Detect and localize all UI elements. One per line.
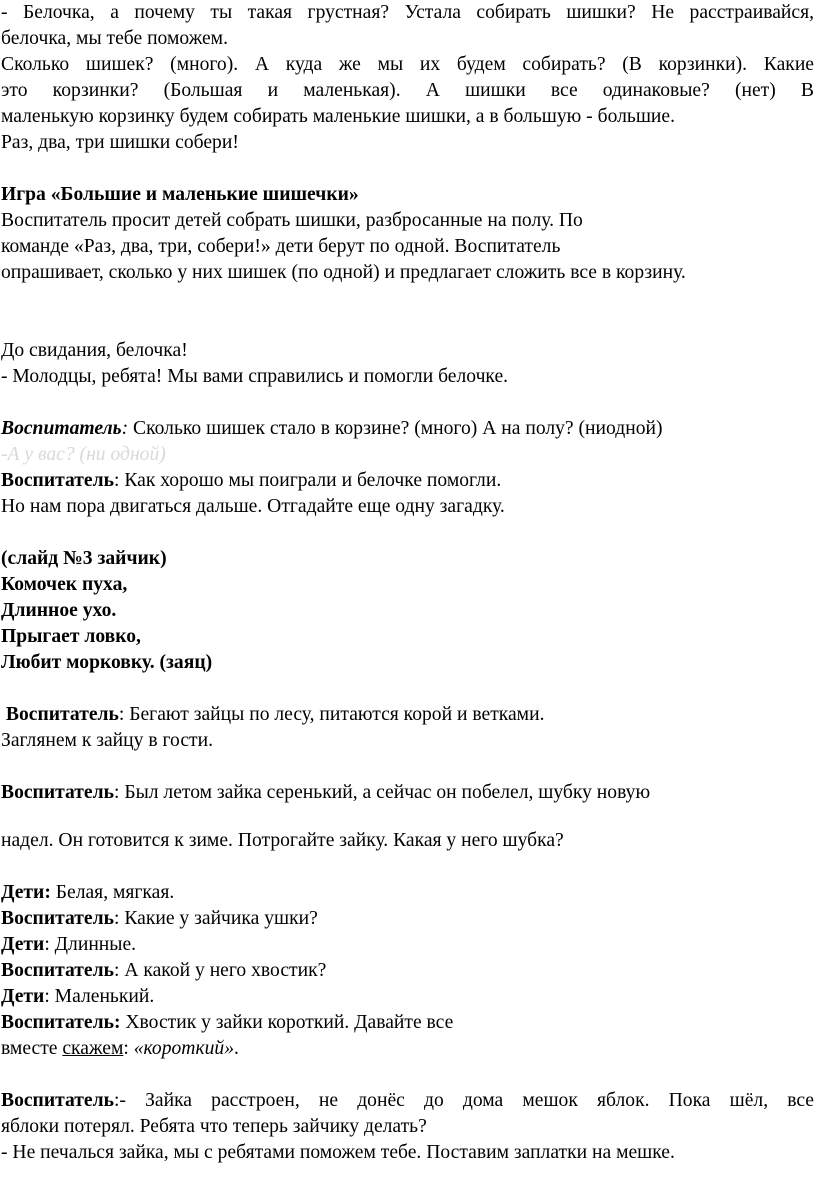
dialogue-line: Дети: Маленький. bbox=[1, 986, 155, 1007]
speaker-label: Воспитатель bbox=[1, 418, 122, 439]
riddle-line: Длинное ухо. bbox=[1, 600, 117, 621]
text-line: это корзинки? (Большая и маленькая). А шишки все одинаковые? (нет) В bbox=[1, 80, 814, 101]
dialogue-line: Воспитатель: А какой у него хвостик? bbox=[1, 960, 327, 981]
text-line: надел. Он готовится к зиме. Потрогайте зайку. Какая у него шубка? bbox=[1, 830, 564, 851]
dialogue-line: Воспитатель: Бегают зайцы по лесу, питаются корой и ветками. bbox=[1, 704, 545, 725]
text-line: - Не печалься зайка, мы с ребятами поможем тебе. Поставим заплатки на мешке. bbox=[1, 1142, 675, 1163]
riddle-line: Любит морковку. (заяц) bbox=[1, 652, 213, 673]
dialogue-line: Воспитатель: Как хорошо мы поиграли и белочке помогли. bbox=[1, 470, 502, 491]
dialogue-line: Воспитатель: Сколько шишек стало в корзине? (много) А на полу? (ниодной) bbox=[1, 418, 663, 439]
text-line: - Белочка, а почему ты такая грустная? Устала собирать шишки? Не расстраивайся, bbox=[1, 2, 814, 23]
riddle-line: (слайд №3 зайчик) bbox=[1, 548, 167, 569]
speaker-label: Дети: bbox=[1, 882, 51, 903]
speaker-label: Воспитатель bbox=[1, 470, 114, 491]
riddle-line: Комочек пуха, bbox=[1, 574, 128, 595]
game-title: Игра «Большие и маленькие шишечки» bbox=[1, 184, 359, 205]
dialogue-line: Воспитатель: Какие у зайчика ушки? bbox=[1, 908, 318, 929]
text-line: - Молодцы, ребята! Мы вами справились и помогли белочке. bbox=[1, 366, 509, 387]
text-line: До свидания, белочка! bbox=[1, 340, 188, 361]
speaker-label: Дети bbox=[1, 934, 45, 955]
text-line: опрашивает, сколько у них шишек (по одной) и предлагает сложить все в корзину. bbox=[1, 262, 686, 283]
speaker-label: Дети bbox=[1, 986, 45, 1007]
speaker-label: Воспитатель bbox=[1, 960, 114, 981]
speaker-label: Воспитатель bbox=[1, 704, 119, 725]
text-line: вместе скажем: «короткий». bbox=[1, 1038, 239, 1059]
text-line: Сколько шишек? (много). А куда же мы их будем собирать? (В корзинки). Какие bbox=[1, 54, 814, 75]
text-line: маленькую корзинку будем собирать маленькие шишки, а в большую - большие. bbox=[1, 106, 675, 127]
riddle-line: Прыгает ловко, bbox=[1, 626, 141, 647]
text-line: Заглянем к зайцу в гости. bbox=[1, 730, 213, 751]
dialogue-line: Дети: Длинные. bbox=[1, 934, 137, 955]
speaker-label: Воспитатель bbox=[1, 782, 114, 803]
text-line: Воспитатель просит детей собрать шишки, разбросанные на полу. По bbox=[1, 210, 583, 231]
text-line: яблоки потерял. Ребята что теперь зайчику делать? bbox=[1, 1116, 427, 1137]
dialogue-line: Дети: Белая, мягкая. bbox=[1, 882, 175, 903]
speaker-label: Воспитатель bbox=[1, 1090, 114, 1111]
text-line: Раз, два, три шишки собери! bbox=[1, 132, 239, 153]
faded-line: -А у вас? (ни одной) bbox=[1, 444, 166, 465]
text-line: белочка, мы тебе поможем. bbox=[1, 28, 228, 49]
speaker-label: Воспитатель bbox=[1, 908, 114, 929]
dialogue-line: Воспитатель:- Зайка расстроен, не донёс до дома мешок яблок. Пока шёл, все bbox=[1, 1090, 814, 1111]
speaker-label: Воспитатель: bbox=[1, 1012, 121, 1033]
text-line: Но нам пора двигаться дальше. Отгадайте еще одну загадку. bbox=[1, 496, 505, 517]
dialogue-line: Воспитатель: Хвостик у зайки короткий. Давайте все bbox=[1, 1012, 454, 1033]
dialogue-line: Воспитатель: Был летом зайка серенький, а сейчас он побелел, шубку новую bbox=[1, 782, 651, 803]
text-line: команде «Раз, два, три, собери!» дети берут по одной. Воспитатель bbox=[1, 236, 561, 257]
